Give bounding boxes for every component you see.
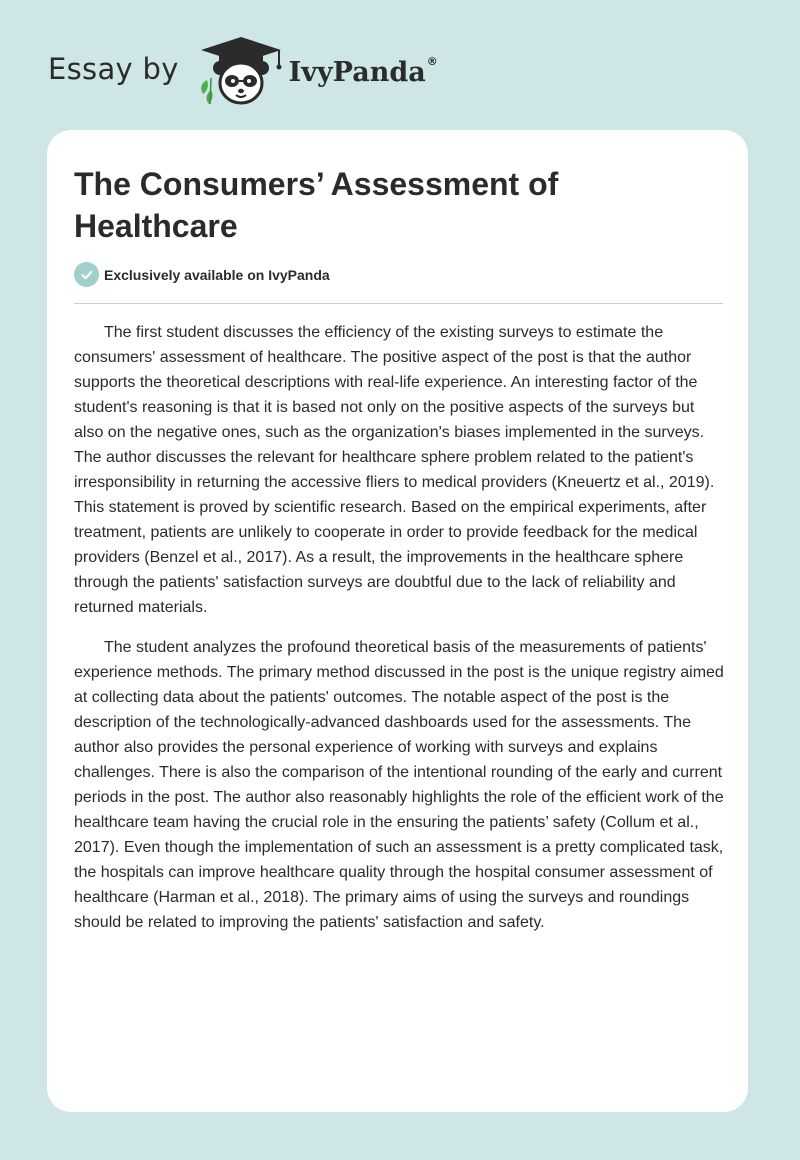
brand-header — [48, 36, 438, 106]
page-title: The Consumers’ Assessment of Healthcare — [74, 166, 559, 244]
exclusive-badge-label: Exclusively available on IvyPanda — [104, 266, 330, 283]
registered-mark: ® — [426, 54, 438, 68]
panda-logo-icon — [195, 36, 287, 106]
essay-by-label: Essay by — [48, 52, 179, 86]
essay-paragraph: The student analyzes the profound theoretical basis of the measurements of patients' experience methods. The primary method discussed in the post is the unique registry aimed at collecting data about the patients' outcomes. The notable aspect of the post is the description of the technologically-advanced dashboards used for the assessments. The author also provides the personal experience of working with surveys and explains challenges. There is also the comparison of the intentional rounding of the early and current periods in the post. The author also reasonably highlights the role of the efficient work of the healthcare team having the crucial role in the ensuring the patients’ safety (Collum et al., 2017). Even though the implementation of such an assessment is a pretty complicated task, the hospitals can improve healthcare quality through the hospital consumer assessment of healthcare (Harman et al., 2018). The primary aims of using the surveys and roundings should be related to improving the patients' satisfaction and safety. — [74, 639, 724, 931]
essay-body — [74, 320, 724, 950]
brand-name: IvyPanda® — [288, 54, 438, 88]
exclusive-badge — [74, 262, 330, 287]
checkmark-icon — [74, 262, 99, 287]
essay-paragraph: The first student discusses the efficiency of the existing surveys to estimate the consumers' assessment of healthcare. The positive aspect of the post is that the author supports the theoretical descriptions with real-life experience. An interesting factor of the student's reasoning is that it is based not only on the positive aspects of the surveys but also on the negative ones, such as the organization's biases implemented in the surveys. The author discusses the relevant for healthcare sphere problem related to the patient's irresponsibility in returning the accessive fliers to medical providers (Kneuertz et al., 2019). This statement is proved by scientific research. Based on the empirical experiments, after treatment, patients are unlikely to cooperate in order to provide feedback for the medical providers (Benzel et al., 2017). As a result, the improvements in the healthcare sphere through the patients' satisfaction surveys are doubtful due to the lack of reliability and returned materials. — [74, 324, 715, 616]
divider — [74, 303, 723, 304]
essay-card — [47, 130, 748, 1112]
